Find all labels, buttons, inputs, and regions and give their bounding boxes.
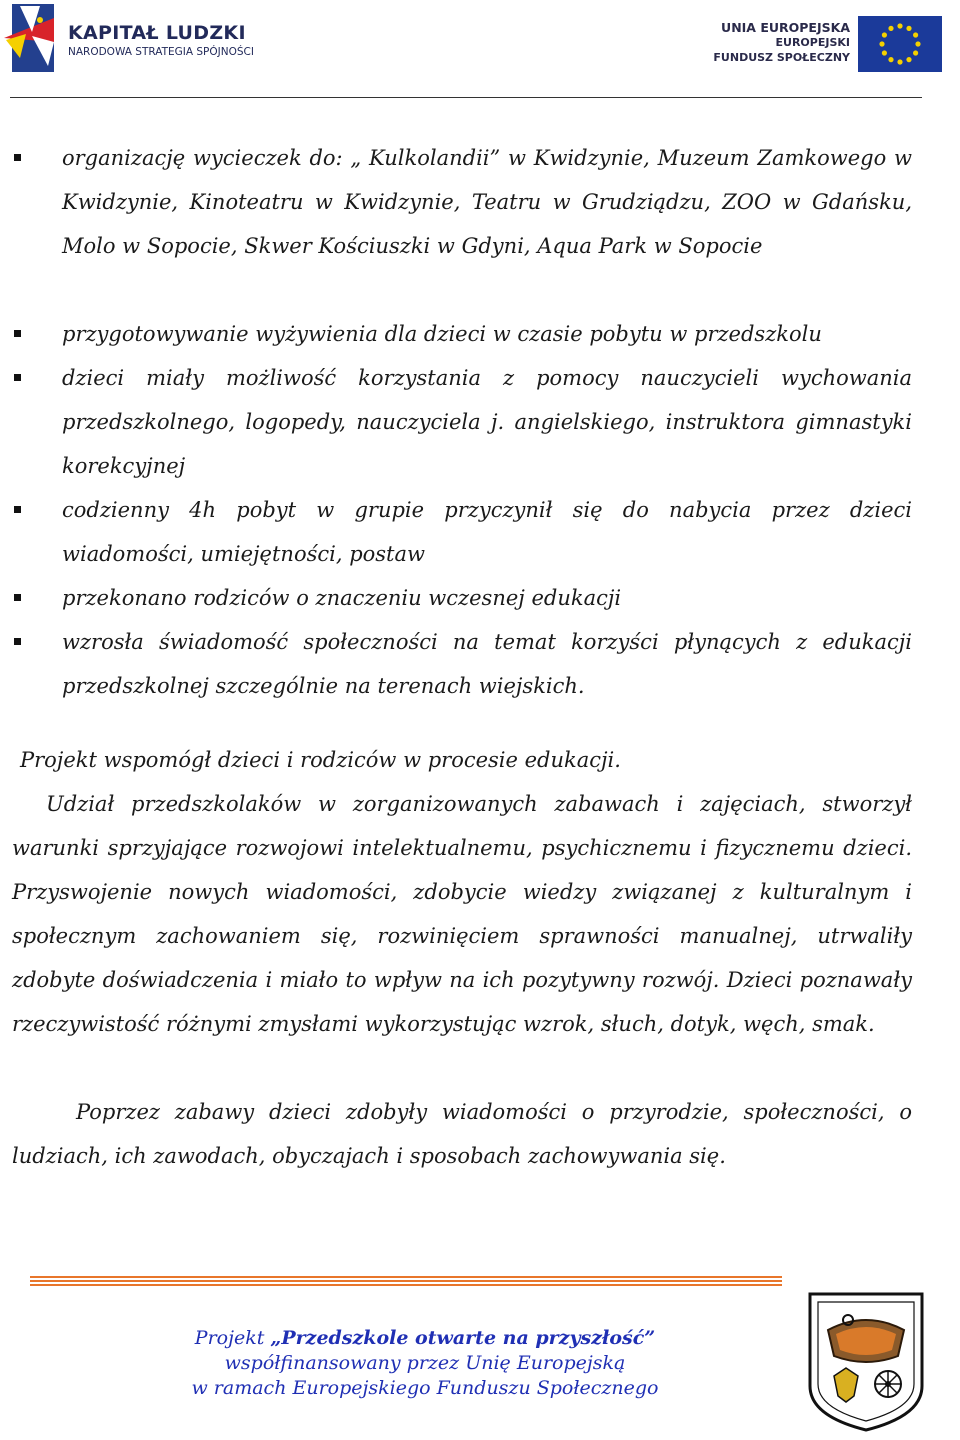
- list-item: organizację wycieczek do: „ Kulkolandii” w Kwidzynie, Muzeum Zamkowego w Kwidzynie, Kinoteatru w Kwidzynie, Teatru w Grudziądzu, ZOO w Gdańsku, Molo w Sopocie, Skwer Kościuszki w Gdyni, Aqua Park w Sopocie: [62, 146, 912, 258]
- kapital-ludzki-logo-icon: [4, 2, 56, 74]
- footer-line2: współfinansowany przez Unię Europejską: [224, 1352, 626, 1374]
- eu-logo-line2: EUROPEJSKI: [775, 36, 850, 49]
- page-header: [0, 0, 960, 100]
- eu-logo-line3: FUNDUSZ SPOŁECZNY: [713, 51, 850, 64]
- kapital-ludzki-title: KAPITAŁ LUDZKI: [68, 22, 246, 44]
- bullet-square-icon: [14, 638, 21, 645]
- eu-logo-text: [713, 20, 850, 65]
- footer-line3: w ramach Europejskiego Funduszu Społecznego: [191, 1377, 659, 1399]
- bullet-square-icon: [14, 594, 21, 601]
- footer-prefix: Projekt: [194, 1327, 271, 1349]
- header-divider: [10, 97, 922, 98]
- summary-paragraph: Projekt wspomógł dzieci i rodziców w procesie edukacji.: [20, 748, 621, 772]
- list-item: przekonano rodziców o znaczeniu wczesnej edukacji: [62, 586, 622, 610]
- kapital-ludzki-subtitle: NARODOWA STRATEGIA SPÓJNOŚCI: [68, 46, 254, 58]
- closing-paragraph: Poprzez zabawy dzieci zdobyły wiadomości o przyrodzie, społeczności, o ludziach, ich zawodach, obyczajach i sposobach zachowywania się.: [12, 1100, 912, 1168]
- list-item: przygotowywanie wyżywienia dla dzieci w czasie pobytu w przedszkolu: [62, 322, 822, 346]
- footer-divider: [30, 1276, 782, 1288]
- list-item: dzieci miały możliwość korzystania z pomocy nauczycieli wychowania przedszkolnego, logopedy, nauczyciela j. angielskiego, instruktora gimnastyki korekcyjnej: [62, 366, 912, 478]
- list-item: codzienny 4h pobyt w grupie przyczynił się do nabycia przez dzieci wiadomości, umiejętności, postaw: [62, 498, 912, 566]
- municipal-crest-icon: [806, 1290, 926, 1434]
- bullet-square-icon: [14, 506, 21, 513]
- eu-logo-line1: UNIA EUROPEJSKA: [721, 20, 850, 35]
- list-item: wzrosła świadomość społeczności na temat korzyści płynących z edukacji przedszkolnej szczególnie na terenach wiejskich.: [62, 630, 912, 698]
- footer-project-name: „Przedszkole otwarte na przyszłość”: [270, 1327, 656, 1349]
- bullet-square-icon: [14, 154, 21, 161]
- footer-line1: [140, 1326, 710, 1351]
- bullet-square-icon: [14, 374, 21, 381]
- bullet-square-icon: [14, 330, 21, 337]
- body-paragraph: Udział przedszkolaków w zorganizowanych zabawach i zajęciach, stworzył warunki sprzyjające rozwojowi intelektualnemu, psychicznemu i fizycznemu dzieci. Przyswojenie nowych wiadomości, zdobycie wiedzy związanej z kulturalnym i społecznym zachowaniem się, rozwinięciem sprawności manualnej, utrwaliły zdobyte doświadczenia i miało to wpływ na ich pozytywny rozwój. Dzieci poznawały rzeczywistość różnymi zmysłami wykorzystując wzrok, słuch, dotyk, węch, smak.: [12, 792, 912, 1036]
- footer-project-info: [140, 1326, 710, 1401]
- eu-flag-icon: [858, 16, 942, 72]
